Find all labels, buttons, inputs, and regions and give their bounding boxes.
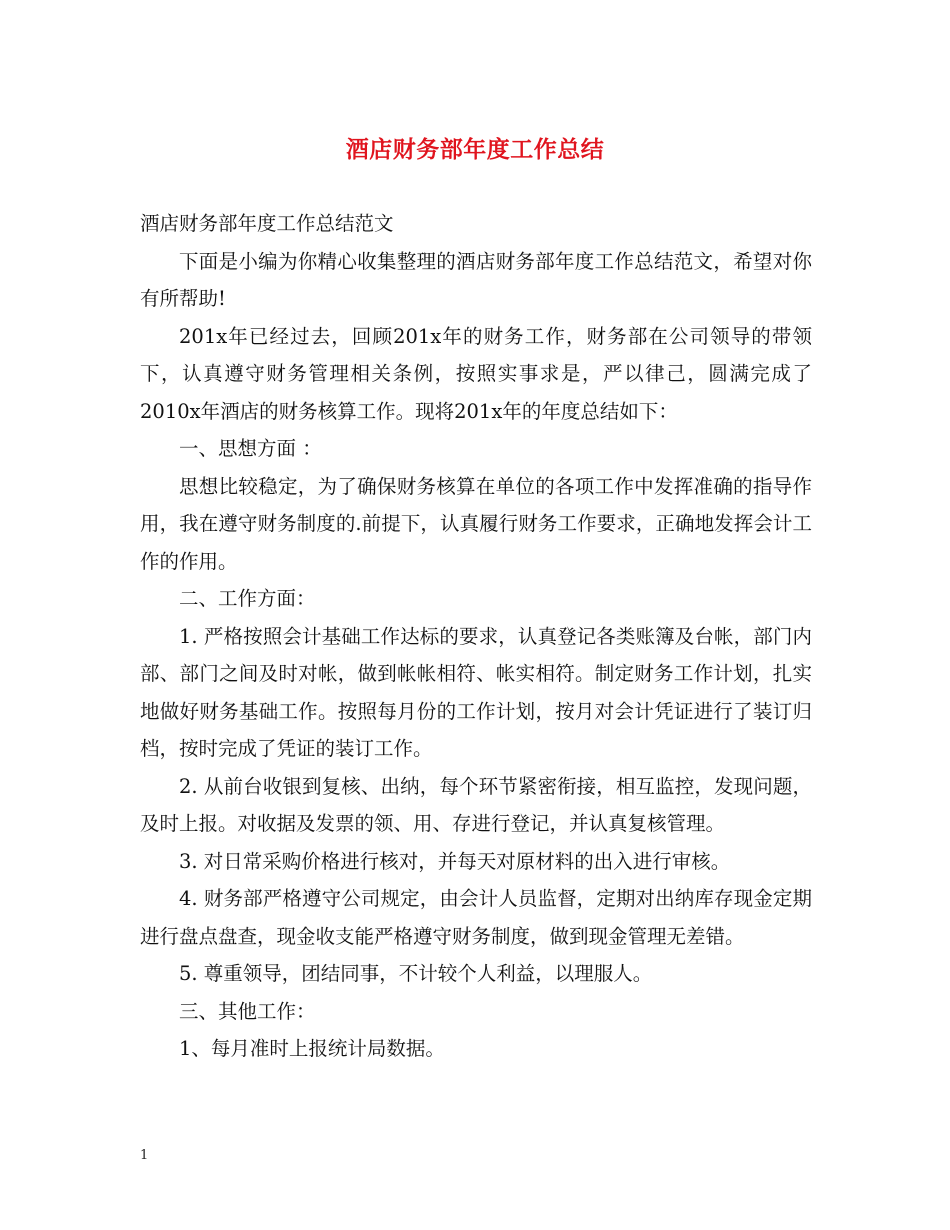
section-heading-other: 三、其他工作： [179, 999, 316, 1023]
work-item-1: 1. 严格按照会计基础工作达标的要求，认真登记各类账簿及台帐，部门内部、部门之间及时对帐，做到帐帐相符、帐实相符。制定财务工作计划，扎实地做好财务基础工作。按照每月份的工作计划，按月对会计凭证进行了装订归档，按时完成了凭证的装订工作。 [140, 624, 812, 760]
document-body [140, 205, 812, 1068]
thought-paragraph: 思想比较稳定，为了确保财务核算在单位的各项工作中发挥准确的指导作用，我在遵守财务制度的.前提下，认真履行财务工作要求，正确地发挥会计工作的作用。 [140, 474, 812, 573]
work-item-3: 3. 对日常采购价格进行核对，并每天对原材料的出入进行审核。 [179, 849, 731, 873]
section-heading-work: 二、工作方面： [179, 587, 316, 610]
subtitle-paragraph: 酒店财务部年度工作总结范文 [140, 212, 394, 235]
work-item-2: 2. 从前台收银到复核、出纳，每个环节紧密衔接，相互监控，发现问题，及时上报。对收据及发票的领、用、存进行登记，并认真复核管理。 [140, 774, 812, 835]
other-item-1: 1、每月准时上报统计局数据。 [179, 1037, 445, 1060]
work-item-4: 4. 财务部严格遵守公司规定，由会计人员监督，定期对出纳库存现金定期进行盘点盘查，现金收支能严格遵守财务制度，做到现金管理无差错。 [140, 887, 812, 948]
section-heading-thought: 一、思想方面 ： [179, 437, 322, 460]
intro-paragraph: 下面是小编为你精心收集整理的酒店财务部年度工作总结范文，希望对你有所帮助! [140, 249, 812, 310]
page-number: 1 [140, 1148, 149, 1163]
summary-paragraph: 201x年已经过去，回顾201x年的财务工作，财务部在公司领导的带领下，认真遵守财务管理相关条例，按照实事求是，严以律己，圆满完成了2010x年酒店的财务核算工作。现将201x年的年度总结如下： [140, 324, 812, 423]
document-title: 酒店财务部年度工作总结 [345, 136, 605, 163]
work-item-5: 5. 尊重领导，团结同事，不计较个人利益，以理服人。 [179, 962, 653, 985]
